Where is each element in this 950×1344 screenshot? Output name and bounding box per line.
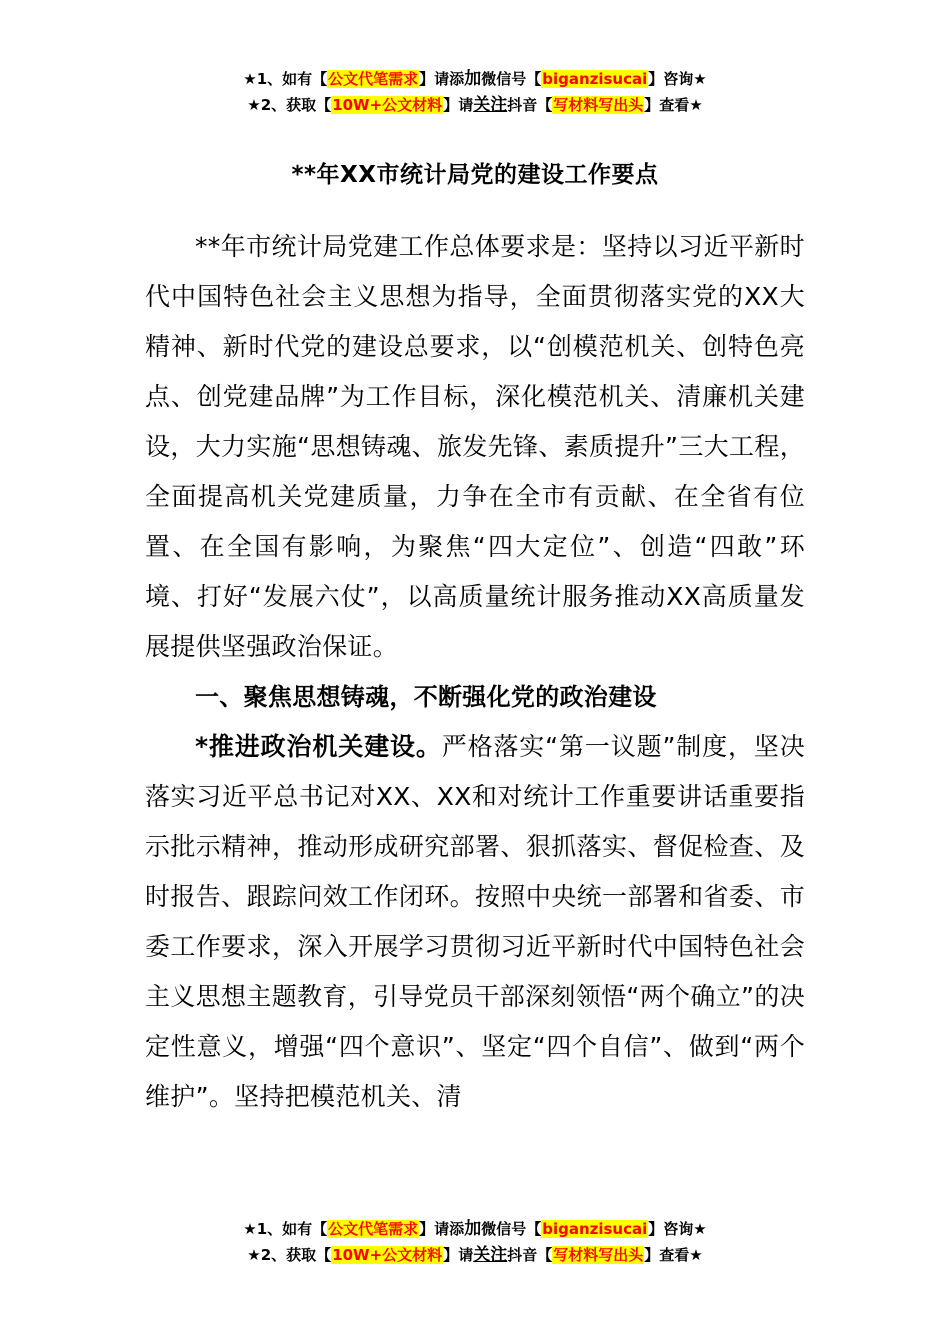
banner-line-2: ★2、获取【10W+公文材料】请关注抖音【写材料写出头】查看★ xyxy=(247,95,703,115)
paragraph-overview: **年市统计局党建工作总体要求是：坚持以习近平新时代中国特色社会主义思想为指导，全面贯彻落实党的XX大精神、新时代党的建设总要求，以“创模范机关、创特色亮点、创党建品牌”为工作目标，深化模范机关、清廉机关建设，大力实施“思想铸魂、旅发先锋、素质提升”三大工程，全面提高机关党建质量，力争在全市有贡献、在全省有位置、在全国有影响，为聚焦“四大定位”、创造“四敢”环境、打好“发展六仗”，以高质量统计服务推动XX高质量发展提供坚强政治保证。 xyxy=(145,232,805,661)
banner-line-2: ★2、获取【10W+公文材料】请关注抖音【写材料写出头】查看★ xyxy=(247,1245,703,1265)
banner-line-1: ★1、如有【公文代笔需求】请添加微信号【biganzisucai】咨询★ xyxy=(243,69,707,89)
paragraph-political-organ xyxy=(145,722,805,1122)
document-body xyxy=(145,222,805,1122)
banner-highlight: 写材料写出头 xyxy=(553,1246,644,1264)
banner-highlight: biganzisucai xyxy=(542,1220,648,1238)
footer-banner xyxy=(0,1216,950,1268)
banner-line-1: ★1、如有【公文代笔需求】请添加微信号【biganzisucai】咨询★ xyxy=(243,1219,707,1239)
banner-highlight: biganzisucai xyxy=(542,70,648,88)
banner-highlight: 公文代笔需求 xyxy=(328,1220,419,1238)
banner-highlight: 写材料写出头 xyxy=(553,96,644,114)
section-heading-1: 一、聚焦思想铸魂，不断强化党的政治建设 xyxy=(195,683,657,711)
banner-highlight: 10W+公文材料 xyxy=(332,1246,443,1264)
banner-highlight: 10W+公文材料 xyxy=(332,96,443,114)
banner-highlight: 公文代笔需求 xyxy=(328,70,419,88)
paragraph-text: 严格落实“第一议题”制度，坚决落实习近平总书记对XX、XX和对统计工作重要讲话重要指示批示精神，推动形成研究部署、狠抓落实、督促检查、及时报告、跟踪问效工作闭环。按照中央统一部署和省委、市委工作要求，深入开展学习贯彻习近平新时代中国特色社会主义思想主题教育，引导党员干部深刻领悟“两个确立”的决定性意义，增强“四个意识”、坚定“四个自信”、做到“两个维护”。坚持把模范机关、清 xyxy=(145,732,806,1111)
paragraph-lead: *推进政治机关建设。 xyxy=(195,732,442,761)
document-title: **年XX市统计局党的建设工作要点 xyxy=(291,162,659,188)
header-banner xyxy=(0,66,950,118)
